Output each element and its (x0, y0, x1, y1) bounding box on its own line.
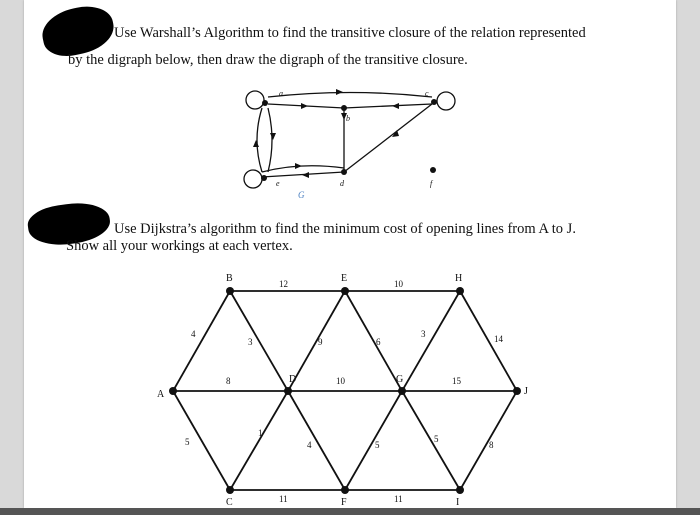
node-label-E: E (341, 273, 348, 284)
node-H (456, 287, 464, 295)
node-label-A: A (157, 389, 165, 400)
weight-E-G: 6 (376, 337, 381, 347)
node-label-F: F (341, 497, 347, 508)
weight-G-I: 5 (434, 434, 439, 444)
weight-A-C: 5 (185, 437, 190, 447)
weight-E-H: 10 (394, 279, 403, 289)
edge-F-G (345, 391, 402, 490)
node-A (169, 387, 177, 395)
node-I (456, 486, 464, 494)
question1-line2: by the digraph below, then draw the digraph of the transitive closure. (68, 52, 468, 68)
node-J (513, 387, 521, 395)
edge-C-D (230, 391, 288, 490)
edge-A-B (173, 291, 230, 391)
weight-A-B: 4 (191, 329, 196, 339)
edge-A-C (173, 391, 230, 490)
edge-D-F (288, 391, 345, 490)
weight-H-J: 14 (494, 334, 503, 344)
node-B (226, 287, 234, 295)
vertex-label-d: d (340, 179, 344, 188)
edge-B-D (230, 291, 288, 391)
node-G (398, 387, 406, 395)
node-C (226, 486, 234, 494)
question1-line1: Use Warshall’s Algorithm to find the transitive closure of the relation represented (114, 25, 586, 41)
vertex-label-e: e (276, 179, 280, 188)
vertex-label-f: f (430, 179, 433, 188)
weight-B-E: 12 (279, 279, 288, 289)
node-label-D: D (289, 374, 297, 385)
question2-line1: Use Dijkstra’s algorithm to find the minimum cost of opening lines from A to J. (114, 221, 576, 237)
edge-G-I (402, 391, 460, 490)
node-label-G: G (396, 374, 404, 385)
node-label-I: I (456, 497, 460, 508)
vertex-label-c: c (425, 89, 429, 98)
weight-C-D: 1 (258, 428, 263, 438)
weight-A-D: 8 (226, 376, 231, 386)
graph-caption-g: G (298, 190, 305, 200)
weight-C-F: 11 (279, 494, 288, 504)
edge-H-J (460, 291, 517, 391)
question2-line2: Show all your workings at each vertex. (66, 238, 293, 254)
node-D (284, 387, 292, 395)
node-F (341, 486, 349, 494)
edge-E-G (345, 291, 402, 391)
node-label-J: J (524, 386, 528, 397)
node-label-C: C (226, 497, 233, 508)
weight-D-F: 4 (307, 440, 312, 450)
vertex-label-b: b (346, 114, 350, 123)
weight-I-J: 8 (489, 440, 494, 450)
weight-D-G: 10 (336, 376, 345, 386)
vertex-label-a: a (279, 89, 283, 98)
weight-G-H: 3 (421, 329, 426, 339)
weight-G-J: 15 (452, 376, 461, 386)
weight-F-I: 11 (394, 494, 403, 504)
weight-B-D: 3 (248, 337, 253, 347)
weight-F-G: 5 (375, 440, 380, 450)
node-label-H: H (455, 273, 463, 284)
node-E (341, 287, 349, 295)
node-label-B: B (226, 273, 233, 284)
weight-D-E: 9 (318, 337, 323, 347)
